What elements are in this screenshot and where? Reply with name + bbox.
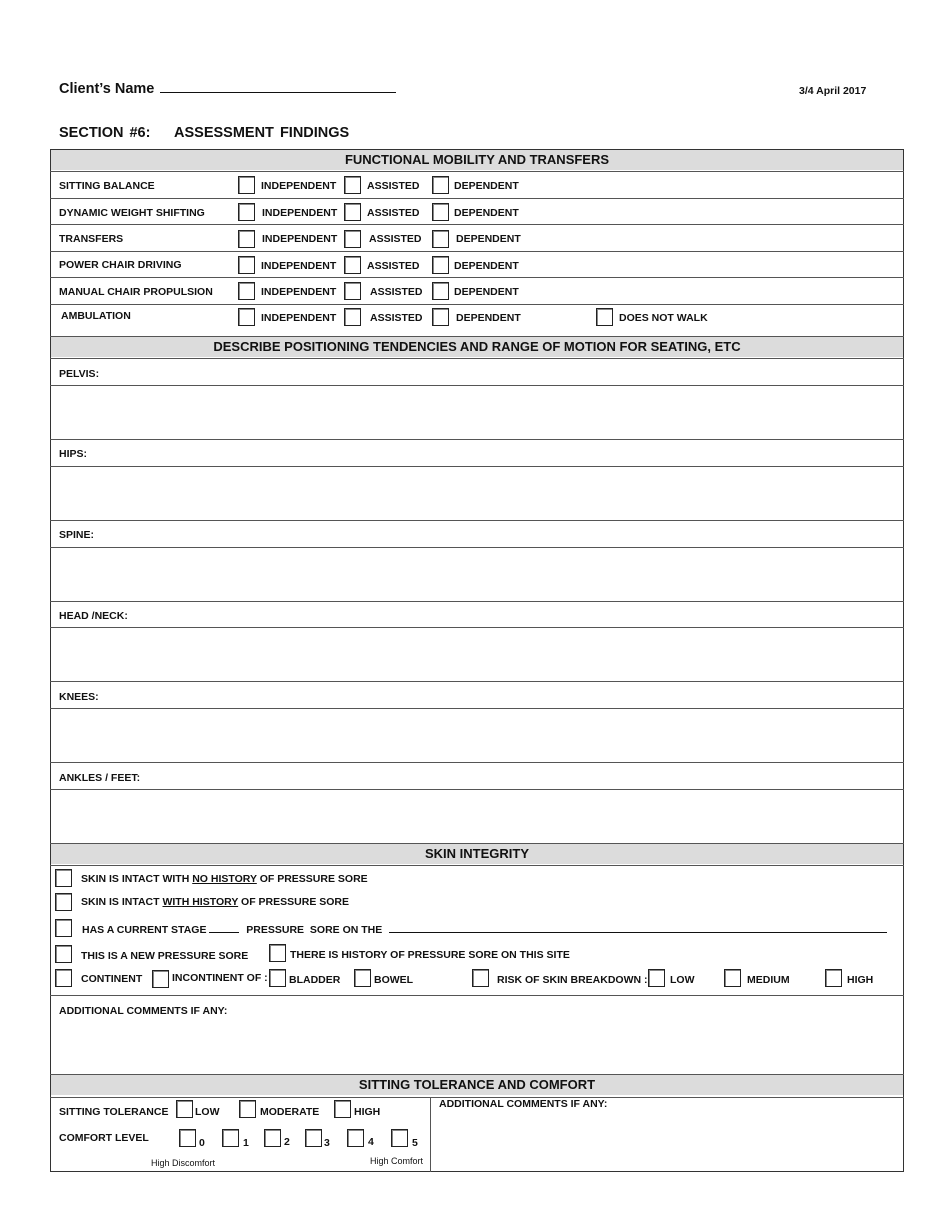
checkbox-assisted[interactable] [344,256,361,274]
checkbox-tolerance-high[interactable] [334,1100,351,1118]
client-name-field[interactable] [59,80,396,97]
checkbox-no-history[interactable] [55,869,72,887]
option-label: DEPENDENT [454,260,519,272]
comfort-0-label: 0 [199,1137,205,1149]
checkbox-history-site[interactable] [269,944,286,962]
checkbox-independent[interactable] [238,230,255,248]
tolerance-moderate-label: MODERATE [260,1106,320,1118]
field-label-hips: HIPS: [59,448,88,460]
option-label: ASSISTED [370,312,423,324]
option-label: ASSISTED [367,180,420,192]
mobility-row-label: MANUAL CHAIR PROPULSION [59,286,213,298]
risk-low-label: LOW [670,974,695,986]
risk-high-label: HIGH [847,974,874,986]
checkbox-comfort-0[interactable] [179,1129,196,1147]
comfort-level-label: COMFORT LEVEL [59,1132,149,1144]
skin-comments-label: ADDITIONAL COMMENTS IF ANY: [59,1005,228,1017]
field-label-pelvis: PELVIS: [59,368,100,380]
checkbox-assisted[interactable] [344,230,361,248]
checkbox-risk-high[interactable] [825,969,842,987]
checkbox-incontinent[interactable] [152,970,169,988]
checkbox-dependent[interactable] [432,176,449,194]
positioning-section-title: DESCRIBE POSITIONING TENDENCIES AND RANGE OF MOTION FOR SEATING, ETC [51,337,903,357]
knees-text-area[interactable] [51,709,903,762]
bowel-label: BOWEL [374,974,414,986]
checkbox-dependent[interactable] [432,256,449,274]
checkbox-dependent[interactable] [432,308,449,326]
mobility-row-label: TRANSFERS [59,233,124,245]
field-label-spine: SPINE: [59,529,95,541]
ankles-feet-text-area[interactable] [51,790,903,843]
client-name-label: Client’s Name [59,81,155,97]
sitting-section-title: SITTING TOLERANCE AND COMFORT [51,1075,903,1095]
mobility-row-label: AMBULATION [61,310,131,322]
bladder-label: BLADDER [289,974,341,986]
checkbox-comfort-2[interactable] [264,1129,281,1147]
checkbox-risk-medium[interactable] [724,969,741,987]
mobility-section-title: FUNCTIONAL MOBILITY AND TRANSFERS [51,150,903,170]
option-label: ASSISTED [367,207,420,219]
risk-medium-label: MEDIUM [747,974,790,986]
section-title: SECTION #6: ASSESSMENT FINDINGS [59,125,350,141]
mobility-row-label: DYNAMIC WEIGHT SHIFTING [59,207,205,219]
option-label: INDEPENDENT [261,312,337,324]
checkbox-comfort-1[interactable] [222,1129,239,1147]
checkbox-independent[interactable] [238,176,255,194]
skin-new-sore-label: THIS IS A NEW PRESSURE SORE [81,950,249,962]
option-label: DOES NOT WALK [619,312,708,324]
pelvis-text-area[interactable] [51,386,903,439]
checkbox-risk-low[interactable] [648,969,665,987]
continent-label: CONTINENT [81,973,143,985]
option-label: ASSISTED [370,286,423,298]
field-label-head-neck: HEAD /NECK: [59,610,128,622]
option-label: ASSISTED [369,233,422,245]
checkbox-independent[interactable] [238,308,255,326]
sore-location-input-line[interactable] [389,923,887,933]
sitting-comments-area[interactable] [432,1112,902,1170]
checkbox-independent[interactable] [238,282,255,300]
option-label: DEPENDENT [454,286,519,298]
checkbox-assisted[interactable] [344,176,361,194]
skin-current-stage-label: HAS A CURRENT STAGE PRESSURE SORE ON THE [82,923,887,936]
checkbox-tolerance-low[interactable] [176,1100,193,1118]
skin-section-title: SKIN INTEGRITY [51,844,903,864]
risk-breakdown-label: RISK OF SKIN BREAKDOWN : [497,974,648,986]
checkbox-comfort-5[interactable] [391,1129,408,1147]
skin-comments-area[interactable] [51,1020,903,1073]
checkbox-current-stage[interactable] [55,919,72,937]
checkbox-assisted[interactable] [344,308,361,326]
checkbox-comfort-3[interactable] [305,1129,322,1147]
form-date: 3/4 April 2017 [799,85,867,97]
option-label: DEPENDENT [454,180,519,192]
incontinent-label: INCONTINENT OF : [172,972,268,984]
checkbox-assisted[interactable] [344,282,361,300]
comfort-5-label: 5 [412,1137,418,1149]
tolerance-low-label: LOW [195,1106,220,1118]
checkbox-with-history[interactable] [55,893,72,911]
comfort-4-label: 4 [368,1136,374,1148]
comfort-2-label: 2 [284,1136,290,1148]
mobility-row-label: POWER CHAIR DRIVING [59,259,182,271]
sitting-comments-label: ADDITIONAL COMMENTS IF ANY: [439,1098,608,1110]
client-name-input-line[interactable] [160,80,396,93]
skin-with-history-label: SKIN IS INTACT WITH HISTORY OF PRESSURE SORE [81,896,349,908]
checkbox-does-not-walk[interactable] [596,308,613,326]
option-label: DEPENDENT [454,207,519,219]
field-label-knees: KNEES: [59,691,99,703]
option-label: DEPENDENT [456,233,521,245]
field-label-ankles-feet: ANKLES / FEET: [59,772,141,784]
checkbox-dependent[interactable] [432,282,449,300]
checkbox-new-sore[interactable] [55,945,72,963]
skin-no-history-label: SKIN IS INTACT WITH NO HISTORY OF PRESSURE SORE [81,873,368,885]
sitting-tolerance-label: SITTING TOLERANCE [59,1106,169,1118]
mobility-row-label: SITTING BALANCE [59,180,155,192]
stage-input-line[interactable] [209,923,239,933]
comfort-1-label: 1 [243,1137,249,1149]
checkbox-continent[interactable] [55,969,72,987]
checkbox-dependent[interactable] [432,203,449,221]
checkbox-independent[interactable] [238,203,255,221]
skin-history-site-label: THERE IS HISTORY OF PRESSURE SORE ON THIS SITE [290,949,570,961]
checkbox-risk-breakdown[interactable] [472,969,489,987]
option-label: INDEPENDENT [262,207,338,219]
hips-text-area[interactable] [51,467,903,520]
head-neck-text-area[interactable] [51,628,903,681]
comfort-3-label: 3 [324,1137,330,1149]
high-comfort-caption: High Comfort [370,1156,424,1166]
checkbox-independent[interactable] [238,256,255,274]
option-label: INDEPENDENT [261,180,337,192]
spine-text-area[interactable] [51,548,903,601]
checkbox-assisted[interactable] [344,203,361,221]
checkbox-bowel[interactable] [354,969,371,987]
tolerance-high-label: HIGH [354,1106,381,1118]
checkbox-bladder[interactable] [269,969,286,987]
high-discomfort-caption: High Discomfort [151,1158,216,1168]
option-label: INDEPENDENT [262,233,338,245]
option-label: ASSISTED [367,260,420,272]
option-label: INDEPENDENT [261,286,337,298]
option-label: DEPENDENT [456,312,521,324]
option-label: INDEPENDENT [261,260,337,272]
checkbox-tolerance-moderate[interactable] [239,1100,256,1118]
checkbox-comfort-4[interactable] [347,1129,364,1147]
checkbox-dependent[interactable] [432,230,449,248]
